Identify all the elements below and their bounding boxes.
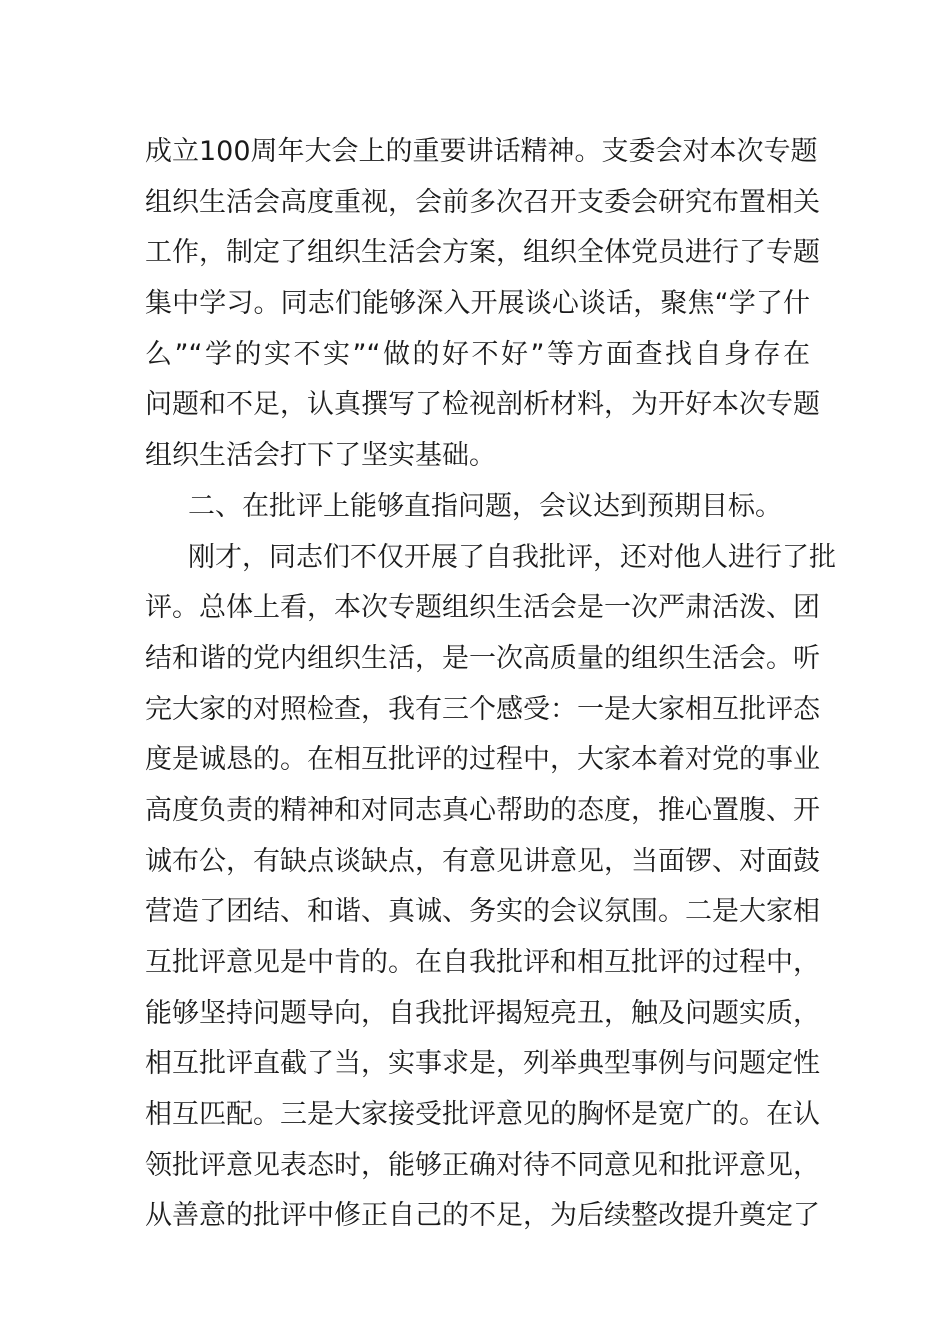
text-line: 成立100周年大会上的重要讲话精神。支委会对本次专题 <box>145 136 818 167</box>
text-line: 问题和不足，认真撰写了检视剖析材料，为开好本次专题 <box>145 389 820 421</box>
text-line: 工作，制定了组织生活会方案，组织全体党员进行了专题 <box>145 237 820 269</box>
text-line: 集中学习。同志们能够深入开展谈心谈话，聚焦“学了什 <box>145 288 810 320</box>
text-line: 么”“学的实不实”“做的好不好”等方面查找自身存在 <box>145 338 810 370</box>
text-line: 营造了团结、和谐、真诚、务实的会议氛围。二是大家相 <box>145 896 820 928</box>
text-line: 刚才，同志们不仅开展了自我批评，还对他人进行了批 <box>188 541 836 573</box>
text-line: 结和谐的党内组织生活，是一次高质量的组织生活会。听 <box>145 642 820 674</box>
text-line: 评。总体上看，本次专题组织生活会是一次严肃活泼、团 <box>145 592 820 624</box>
text-line: 诚布公，有缺点谈缺点，有意见讲意见，当面锣、对面鼓 <box>145 845 820 877</box>
text-line: 相互批评直截了当，实事求是，列举典型事例与问题定性 <box>145 1048 820 1080</box>
text-line: 组织生活会高度重视，会前多次召开支委会研究布置相关 <box>145 186 820 218</box>
section-heading: 二、在批评上能够直指问题，会议达到预期目标。 <box>188 490 782 522</box>
body-text <box>145 127 836 1242</box>
text-line: 领批评意见表态时，能够正确对待不同意见和批评意见， <box>145 1149 820 1181</box>
text-line: 组织生活会打下了坚实基础。 <box>145 440 496 472</box>
text-line: 从善意的批评中修正自己的不足，为后续整改提升奠定了 <box>145 1200 820 1232</box>
text-line: 能够坚持问题导向，自我批评揭短亮丑，触及问题实质， <box>145 997 820 1029</box>
text-line: 度是诚恳的。在相互批评的过程中，大家本着对党的事业 <box>145 744 820 776</box>
text-line: 互批评意见是中肯的。在自我批评和相互批评的过程中， <box>145 947 820 978</box>
text-line: 高度负责的精神和对同志真心帮助的态度，推心置腹、开 <box>145 794 820 826</box>
text-line: 完大家的对照检查，我有三个感受：一是大家相互批评态 <box>145 693 820 725</box>
text-line: 相互匹配。三是大家接受批评意见的胸怀是宽广的。在认 <box>145 1099 820 1131</box>
